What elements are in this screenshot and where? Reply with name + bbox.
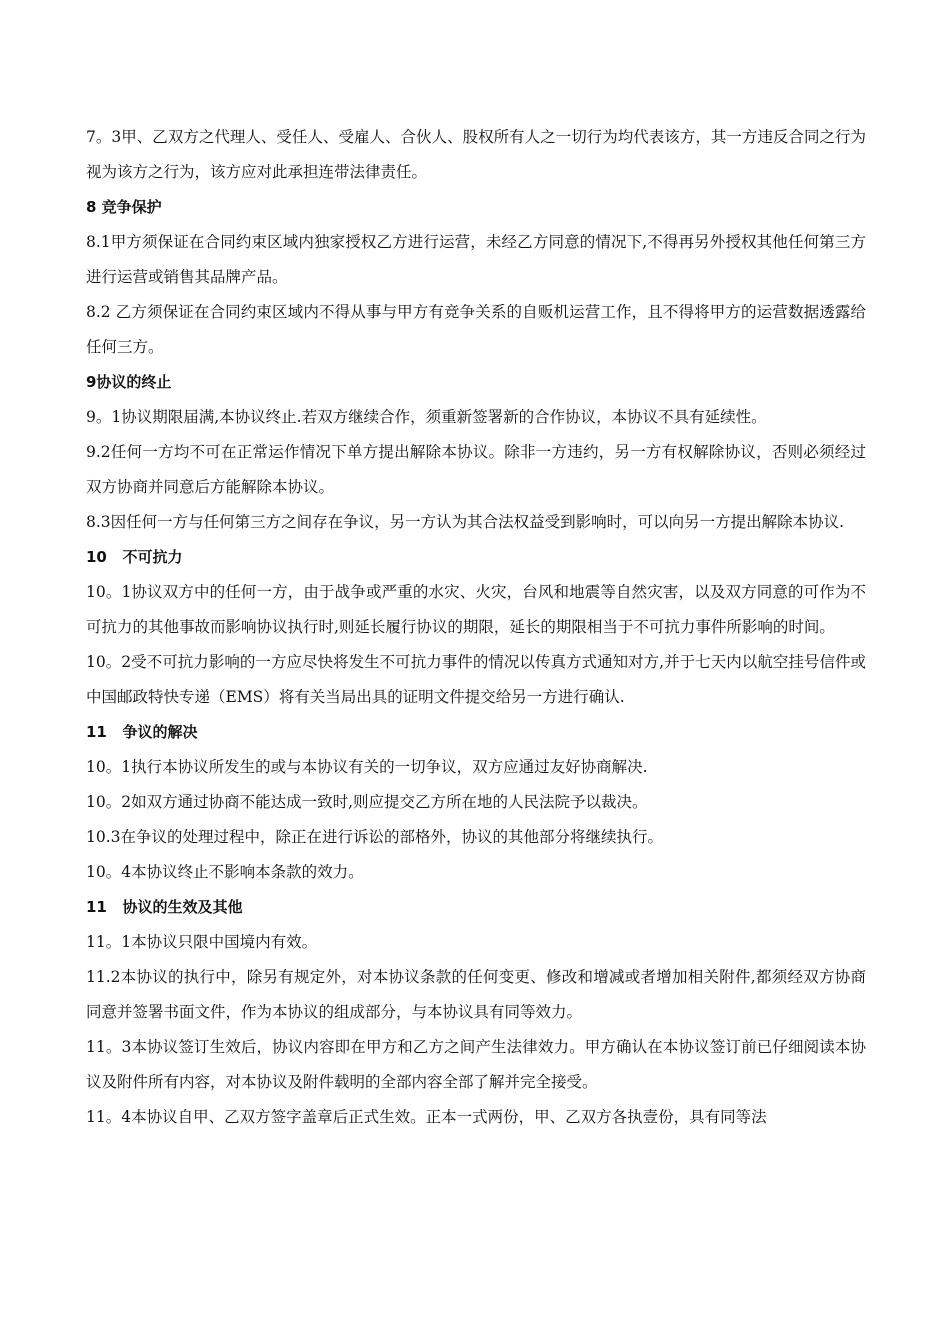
section-11-effect-heading: 11 协议的生效及其他 bbox=[86, 898, 243, 916]
section-11-dispute-heading: 11 争议的解决 bbox=[86, 723, 198, 741]
clause-11-1: 11。1本协议只限中国境内有效。 bbox=[86, 933, 318, 951]
clause-8-2: 8.2 乙方须保证在合同约束区域内不得从事与甲方有竞争关系的自贩机运营工作，且不得将甲方的运营数据透露给任何三方。 bbox=[86, 303, 866, 356]
clause-10-2: 10。2受不可抗力影响的一方应尽快将发生不可抗力事件的情况以传真方式通知对方,并于七天内以航空挂号信件或中国邮政特快专递（EMS）将有关当局出具的证明文件提交给另一方进行确认. bbox=[86, 653, 866, 706]
clause-11-3: 11。3本协议签订生效后，协议内容即在甲方和乙方之间产生法律效力。甲方确认在本协议签订前已仔细阅读本协议及附件所有内容，对本协议及附件载明的全部内容全部了解并完全接受。 bbox=[86, 1038, 866, 1091]
clause-10-1: 10。1协议双方中的任何一方，由于战争或严重的水灾、火灾，台风和地震等自然灾害，以及双方同意的可作为不可抗力的其他事故而影响协议执行时,则延长履行协议的期限，延长的期限相当于不可抗力事件所影响的时间。 bbox=[86, 583, 866, 636]
section-10-heading: 10 不可抗力 bbox=[86, 548, 183, 566]
clause-11-4: 11。4本协议自甲、乙双方签字盖章后正式生效。正本一式两份，甲、乙双方各执壹份，具有同等法 bbox=[86, 1108, 767, 1126]
clause-dispute-3: 10.3在争议的处理过程中，除正在进行诉讼的部格外，协议的其他部分将继续执行。 bbox=[86, 828, 664, 846]
clause-9-2: 9.2任何一方均不可在正常运作情况下单方提出解除本协议。除非一方违约，另一方有权解除协议，否则必须经过双方协商并同意后方能解除本协议。 bbox=[86, 443, 866, 496]
clause-9-1: 9。1协议期限届满,本协议终止.若双方继续合作，须重新签署新的合作协议，本协议不具有延续性。 bbox=[86, 408, 767, 426]
clause-11-2: 11.2本协议的执行中，除另有规定外，对本协议条款的任何变更、修改和增减或者增加相关附件,都须经双方协商同意并签署书面文件，作为本协议的组成部分，与本协议具有同等效力。 bbox=[86, 968, 866, 1021]
clause-dispute-2: 10。2如双方通过协商不能达成一致时,则应提交乙方所在地的人民法院予以裁决。 bbox=[86, 793, 648, 811]
clause-dispute-1: 10。1执行本协议所发生的或与本协议有关的一切争议，双方应通过友好协商解决. bbox=[86, 758, 648, 776]
section-9-heading: 9协议的终止 bbox=[86, 373, 172, 391]
clause-8-1: 8.1甲方须保证在合同约束区域内独家授权乙方进行运营，未经乙方同意的情况下,不得再另外授权其他任何第三方进行运营或销售其品牌产品。 bbox=[86, 233, 866, 286]
clause-8-3: 8.3因任何一方与任何第三方之间存在争议，另一方认为其合法权益受到影响时，可以向另一方提出解除本协议. bbox=[86, 513, 845, 531]
clause-7-3: 7。3甲、乙双方之代理人、受任人、受雇人、合伙人、股权所有人之一切行为均代表该方，其一方违反合同之行为视为该方之行为，该方应对此承担连带法律责任。 bbox=[86, 128, 866, 181]
document-page bbox=[86, 120, 866, 1135]
section-8-heading: 8 竞争保护 bbox=[86, 198, 162, 216]
clause-dispute-4: 10。4本协议终止不影响本条款的效力。 bbox=[86, 863, 364, 881]
